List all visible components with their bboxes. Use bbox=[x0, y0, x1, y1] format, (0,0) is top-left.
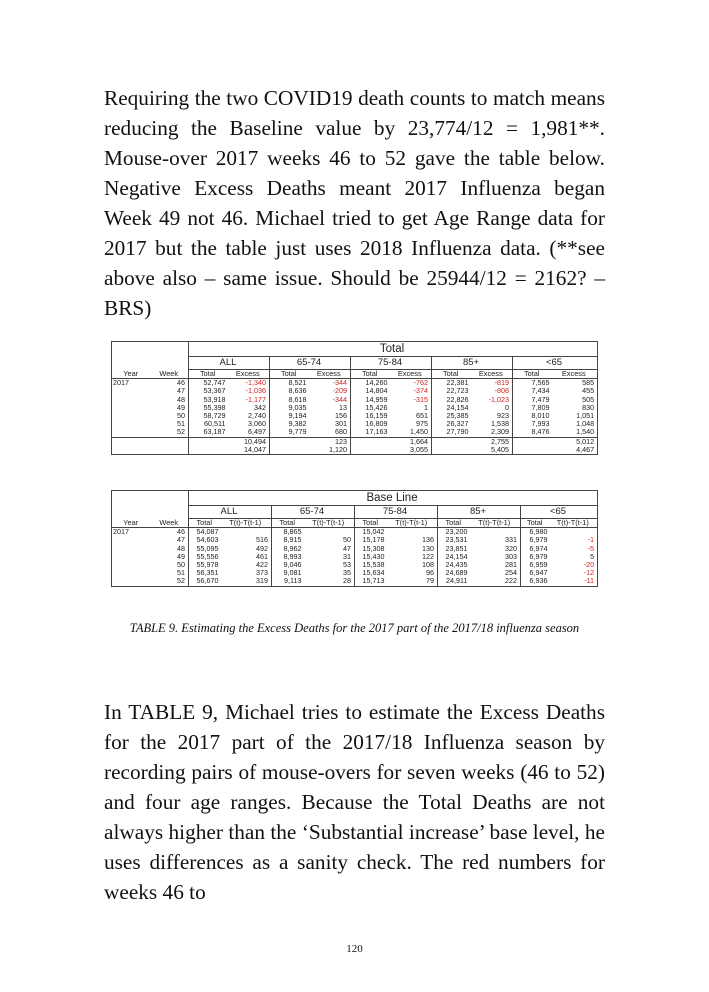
value-cell: 55,398 bbox=[189, 404, 229, 412]
column-header: T(t)-T(t-1) bbox=[305, 519, 355, 528]
table-row bbox=[112, 536, 598, 544]
value-cell: 8,521 bbox=[270, 379, 310, 388]
total-table-body bbox=[112, 379, 598, 455]
week-cell: 50 bbox=[177, 412, 185, 421]
year-cell bbox=[112, 428, 152, 437]
value-cell: 23,531 bbox=[438, 536, 471, 544]
baseline-table-title: Base Line bbox=[189, 491, 598, 506]
value-cell: 8,915 bbox=[272, 536, 305, 544]
value-cell: -1,036 bbox=[245, 387, 266, 396]
value-cell: 15,308 bbox=[355, 545, 388, 553]
table-row bbox=[112, 404, 598, 412]
value-cell: 14,959 bbox=[351, 396, 391, 404]
value-cell: 1,048 bbox=[553, 420, 598, 428]
year-cell bbox=[112, 404, 152, 412]
value-cell: 79 bbox=[388, 577, 438, 586]
value-cell: 319 bbox=[222, 577, 272, 586]
value-cell: -1,340 bbox=[245, 378, 266, 388]
value-cell bbox=[305, 528, 355, 537]
table-row bbox=[112, 561, 598, 569]
group-85-plus: 85+ bbox=[438, 506, 521, 519]
value-cell: 1 bbox=[424, 403, 428, 412]
value-cell: 24,154 bbox=[438, 553, 471, 561]
table-caption: TABLE 9. Estimating the Excess Deaths for the 2017 part of the 2017/18 influenza season bbox=[129, 621, 580, 635]
table-row bbox=[112, 396, 598, 404]
value-cell: 15,538 bbox=[355, 561, 388, 569]
value-cell: 28 bbox=[305, 577, 355, 586]
baseline-table-body bbox=[112, 528, 598, 586]
week-cell: 48 bbox=[177, 395, 185, 404]
subtotal-row bbox=[112, 437, 598, 446]
table-row bbox=[112, 569, 598, 577]
value-cell: 15,634 bbox=[355, 569, 388, 577]
value-cell: 5 bbox=[551, 553, 598, 561]
group-75-84: 75-84 bbox=[355, 506, 438, 519]
total-cell: 1,120 bbox=[270, 446, 351, 455]
value-cell: 136 bbox=[422, 536, 434, 545]
table-row bbox=[112, 420, 598, 428]
value-cell: 23,851 bbox=[438, 545, 471, 553]
column-header: Excess bbox=[553, 370, 598, 379]
value-cell: 24,154 bbox=[432, 404, 472, 412]
value-cell: 53 bbox=[343, 561, 351, 570]
table-row bbox=[112, 528, 598, 537]
group-65-74: 65-74 bbox=[270, 357, 351, 370]
week-cell: 50 bbox=[177, 561, 185, 570]
value-cell: 342 bbox=[254, 403, 266, 412]
value-cell: 108 bbox=[422, 561, 434, 570]
value-cell: 55,556 bbox=[189, 553, 222, 561]
column-header: T(t)-T(t-1) bbox=[388, 519, 438, 528]
value-cell: 6,979 bbox=[521, 553, 551, 561]
value-cell bbox=[471, 528, 521, 537]
value-cell: -209 bbox=[332, 387, 347, 396]
year-cell bbox=[112, 553, 152, 561]
baseline-table bbox=[111, 490, 598, 587]
value-cell: 35 bbox=[343, 569, 351, 578]
group-65-74: 65-74 bbox=[272, 506, 355, 519]
value-cell: 222 bbox=[471, 577, 521, 586]
value-cell: 122 bbox=[422, 552, 434, 561]
value-cell: 651 bbox=[416, 412, 428, 421]
value-cell: 2,309 bbox=[472, 428, 513, 437]
value-cell: -819 bbox=[494, 378, 509, 388]
column-header: Total bbox=[189, 370, 229, 379]
year-cell bbox=[112, 545, 152, 553]
value-cell: 22,381 bbox=[432, 379, 472, 388]
value-cell: -5 bbox=[551, 545, 598, 553]
year-cell bbox=[112, 412, 152, 420]
value-cell: -11 bbox=[551, 577, 598, 586]
value-cell: 26,327 bbox=[432, 420, 472, 428]
value-cell: 8,618 bbox=[270, 396, 310, 404]
value-cell: 7,434 bbox=[513, 387, 553, 395]
value-cell: 7,565 bbox=[513, 379, 553, 388]
value-cell: 54,087 bbox=[189, 528, 222, 537]
value-cell: 16,809 bbox=[351, 420, 391, 428]
value-cell: 1,538 bbox=[491, 420, 509, 429]
blank-cell bbox=[112, 437, 189, 446]
value-cell: 23,200 bbox=[438, 528, 471, 537]
page-number: 120 bbox=[346, 943, 363, 955]
value-cell: 6,959 bbox=[521, 561, 551, 569]
value-cell: 31 bbox=[343, 552, 351, 561]
value-cell: 9,779 bbox=[270, 428, 310, 437]
year-cell bbox=[112, 577, 152, 586]
value-cell: 9,382 bbox=[270, 420, 310, 428]
value-cell: 6,980 bbox=[521, 528, 551, 537]
column-header: Total bbox=[189, 519, 222, 528]
total-cell: 14,047 bbox=[189, 446, 270, 455]
value-cell: 55,978 bbox=[189, 561, 222, 569]
value-cell: 50 bbox=[343, 536, 351, 545]
value-cell: 8,962 bbox=[272, 545, 305, 553]
value-cell: -315 bbox=[413, 395, 428, 404]
value-cell: 281 bbox=[505, 561, 517, 570]
value-cell: 923 bbox=[497, 412, 509, 421]
week-cell: 52 bbox=[152, 428, 189, 437]
value-cell: 25,385 bbox=[432, 412, 472, 420]
value-cell: 24,911 bbox=[438, 577, 471, 586]
group-under-65: <65 bbox=[513, 357, 598, 370]
value-cell: 9,035 bbox=[270, 404, 310, 412]
value-cell: 22,723 bbox=[432, 387, 472, 395]
subtotal-cell: 10,494 bbox=[189, 437, 270, 446]
value-cell: 2,740 bbox=[248, 412, 266, 421]
subtotal-cell: 1,664 bbox=[351, 437, 432, 446]
value-cell: 53,918 bbox=[189, 396, 229, 404]
value-cell bbox=[388, 528, 438, 537]
value-cell: 24,435 bbox=[438, 561, 471, 569]
value-cell: 1,540 bbox=[553, 428, 598, 437]
year-cell: 2017 bbox=[112, 528, 152, 537]
table-row bbox=[112, 412, 598, 420]
column-header: Total bbox=[432, 370, 472, 379]
body-paragraph-1: Requiring the two COVID19 death counts to match means reducing the Baseline value by 23,774/12 = 1,981**. Mouse-over 2017 weeks 46 to 52 gave the table below. Negative Excess Deaths meant 2017 Influenza began Week 49 not 46. Michael tried to get Age Range data for 2017 but the table just uses 2018 Influenza data. (**see above also – same issue. Should be 25944/12 = 2162? – BRS) bbox=[104, 86, 605, 320]
value-cell: 9,046 bbox=[272, 561, 305, 569]
year-cell bbox=[112, 420, 152, 428]
group-85-plus: 85+ bbox=[432, 357, 513, 370]
group-all: ALL bbox=[189, 506, 272, 519]
value-cell: 15,713 bbox=[355, 577, 388, 586]
value-cell: 14,260 bbox=[351, 379, 391, 388]
week-cell: 46 bbox=[177, 527, 185, 537]
column-header: Total bbox=[272, 519, 305, 528]
body-paragraph-2: In TABLE 9, Michael tries to estimate the Excess Deaths for the 2017 part of the 2017/18 Influenza season by recording pairs of mouse-overs for seven weeks (46 to 52) and four age ranges. Because the Total Deaths are not always higher than the ‘Substantial increase’ base level, he uses differences as a sanity check. The red numbers for weeks 46 to bbox=[104, 700, 605, 904]
value-cell: 7,479 bbox=[513, 396, 553, 404]
total-cell: 3,055 bbox=[351, 446, 432, 455]
column-header: Excess bbox=[229, 370, 270, 379]
column-header: Total bbox=[513, 370, 553, 379]
value-cell: 22,826 bbox=[432, 396, 472, 404]
value-cell: -20 bbox=[551, 561, 598, 569]
column-header: Excess bbox=[472, 370, 513, 379]
subtotal-cell: 123 bbox=[270, 437, 351, 446]
value-cell: 6,974 bbox=[521, 545, 551, 553]
value-cell: -762 bbox=[413, 378, 428, 388]
value-cell: -12 bbox=[551, 569, 598, 577]
value-cell: 96 bbox=[426, 569, 434, 578]
week-cell: 51 bbox=[177, 420, 185, 429]
value-cell: -1,177 bbox=[245, 395, 266, 404]
value-cell: 9,081 bbox=[272, 569, 305, 577]
week-cell: 47 bbox=[177, 387, 185, 396]
value-cell: 7,993 bbox=[513, 420, 553, 428]
value-cell: 373 bbox=[256, 569, 268, 578]
value-cell: 455 bbox=[553, 387, 598, 395]
value-cell: 56,670 bbox=[189, 577, 222, 586]
value-cell: 156 bbox=[335, 412, 347, 421]
value-cell: -344 bbox=[332, 395, 347, 404]
value-cell: 585 bbox=[553, 379, 598, 388]
column-header: T(t)-T(t-1) bbox=[551, 519, 598, 528]
column-header: Excess bbox=[310, 370, 351, 379]
value-cell: 301 bbox=[335, 420, 347, 429]
value-cell: 6,947 bbox=[521, 569, 551, 577]
value-cell: 8,476 bbox=[513, 428, 553, 437]
total-cell: 5,405 bbox=[432, 446, 513, 455]
value-cell: 17,163 bbox=[351, 428, 391, 437]
value-cell bbox=[222, 528, 272, 537]
value-cell: 130 bbox=[422, 544, 434, 553]
total-table-title: Total bbox=[189, 342, 598, 357]
table-row bbox=[112, 553, 598, 561]
table-row bbox=[112, 428, 598, 437]
group-75-84: 75-84 bbox=[351, 357, 432, 370]
year-cell bbox=[112, 561, 152, 569]
value-cell: 8,865 bbox=[272, 528, 305, 537]
value-cell: 8,010 bbox=[513, 412, 553, 420]
year-cell bbox=[112, 536, 152, 544]
value-cell: 9,113 bbox=[272, 577, 305, 586]
value-cell: 516 bbox=[256, 536, 268, 545]
column-header: Total bbox=[351, 370, 391, 379]
value-cell: -344 bbox=[332, 378, 347, 388]
value-cell: 15,178 bbox=[355, 536, 388, 544]
value-cell: 1,450 bbox=[391, 428, 432, 437]
column-header: Week bbox=[152, 519, 189, 528]
value-cell: 24,689 bbox=[438, 569, 471, 577]
column-header: Excess bbox=[391, 370, 432, 379]
week-cell: 49 bbox=[177, 552, 185, 561]
table-row bbox=[112, 379, 598, 388]
week-cell: 51 bbox=[177, 569, 185, 578]
value-cell: 6,936 bbox=[521, 577, 551, 586]
value-cell: 54,603 bbox=[189, 536, 222, 544]
week-cell: 47 bbox=[177, 536, 185, 545]
value-cell: 8,636 bbox=[270, 387, 310, 395]
value-cell: 975 bbox=[416, 420, 428, 429]
year-cell bbox=[112, 569, 152, 577]
column-header: Total bbox=[521, 519, 551, 528]
subtotal-cell: 2,755 bbox=[432, 437, 513, 446]
value-cell: 3,060 bbox=[248, 420, 266, 429]
value-cell: 63,187 bbox=[189, 428, 229, 437]
value-cell: 55,095 bbox=[189, 545, 222, 553]
value-cell: 6,979 bbox=[521, 536, 551, 544]
column-header: T(t)-T(t-1) bbox=[471, 519, 521, 528]
week-cell: 49 bbox=[177, 403, 185, 412]
total-cell: 4,467 bbox=[513, 446, 598, 455]
column-header: Total bbox=[438, 519, 471, 528]
value-cell: 16,159 bbox=[351, 412, 391, 420]
year-cell bbox=[112, 396, 152, 404]
value-cell: 6,497 bbox=[229, 428, 270, 437]
value-cell: 15,430 bbox=[355, 553, 388, 561]
column-header: Total bbox=[355, 519, 388, 528]
value-cell: 15,042 bbox=[355, 528, 388, 537]
value-cell: 1,051 bbox=[553, 412, 598, 420]
total-row bbox=[112, 446, 598, 455]
column-header: Year bbox=[112, 519, 152, 528]
value-cell: 53,367 bbox=[189, 387, 229, 395]
value-cell: 680 bbox=[310, 428, 351, 437]
group-all: ALL bbox=[189, 357, 270, 370]
value-cell: 52,747 bbox=[189, 379, 229, 388]
value-cell: -1 bbox=[551, 536, 598, 544]
value-cell: 8,993 bbox=[272, 553, 305, 561]
week-cell: 46 bbox=[177, 378, 185, 388]
value-cell: 303 bbox=[505, 552, 517, 561]
value-cell: -1,023 bbox=[488, 395, 509, 404]
subtotal-cell: 5,012 bbox=[513, 437, 598, 446]
table-row bbox=[112, 545, 598, 553]
value-cell: -808 bbox=[494, 387, 509, 396]
value-cell: 56,351 bbox=[189, 569, 222, 577]
year-cell: 2017 bbox=[112, 379, 152, 388]
column-header: Total bbox=[270, 370, 310, 379]
value-cell: 254 bbox=[505, 569, 517, 578]
week-cell: 52 bbox=[152, 577, 189, 586]
group-under-65: <65 bbox=[521, 506, 598, 519]
value-cell: 0 bbox=[505, 403, 509, 412]
value-cell: 60,511 bbox=[189, 420, 229, 428]
value-cell: 320 bbox=[505, 544, 517, 553]
value-cell: -374 bbox=[413, 387, 428, 396]
value-cell: 505 bbox=[553, 396, 598, 404]
value-cell: 9,194 bbox=[270, 412, 310, 420]
column-header: T(t)-T(t-1) bbox=[222, 519, 272, 528]
value-cell: 331 bbox=[505, 536, 517, 545]
value-cell: 13 bbox=[339, 403, 347, 412]
value-cell: 830 bbox=[553, 404, 598, 412]
value-cell: 15,426 bbox=[351, 404, 391, 412]
total-header-row bbox=[112, 370, 598, 379]
week-cell: 48 bbox=[177, 544, 185, 553]
baseline-header-row bbox=[112, 519, 598, 528]
value-cell: 422 bbox=[256, 561, 268, 570]
value-cell: 47 bbox=[343, 544, 351, 553]
table-row bbox=[112, 577, 598, 586]
value-cell: 461 bbox=[256, 552, 268, 561]
total-deaths-table bbox=[111, 341, 598, 455]
value-cell bbox=[551, 528, 598, 537]
column-header: Year bbox=[112, 370, 152, 379]
year-cell bbox=[112, 387, 152, 395]
value-cell: 58,729 bbox=[189, 412, 229, 420]
blank-cell bbox=[112, 446, 189, 455]
value-cell: 492 bbox=[256, 544, 268, 553]
value-cell: 27,790 bbox=[432, 428, 472, 437]
value-cell: 7,809 bbox=[513, 404, 553, 412]
table-row bbox=[112, 387, 598, 395]
value-cell: 14,804 bbox=[351, 387, 391, 395]
column-header: Week bbox=[152, 370, 189, 379]
